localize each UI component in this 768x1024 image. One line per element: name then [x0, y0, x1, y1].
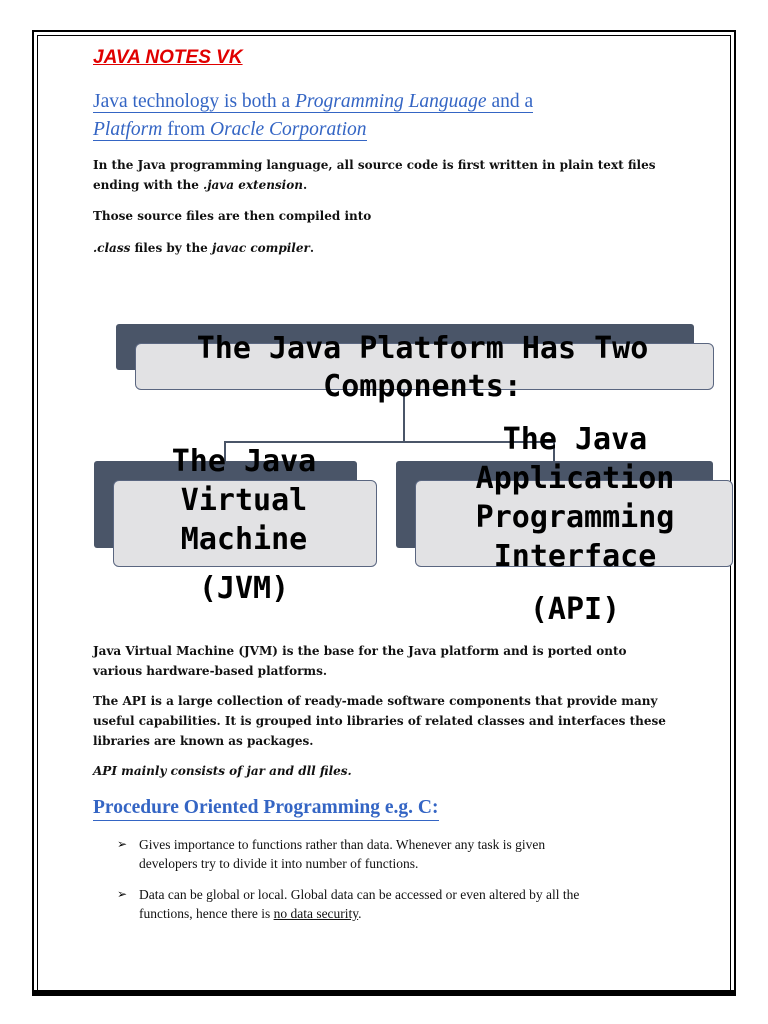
section-heading-procedure-oriented: Procedure Oriented Programming e.g. C:	[93, 796, 439, 821]
paragraph-line: In the Java programming language, all source code is first written in plain text files	[93, 158, 656, 172]
document-title: JAVA NOTES VK	[93, 47, 243, 68]
page-border-bottom	[32, 990, 736, 994]
subtitle-part6: Oracle Corporation	[210, 119, 367, 140]
paragraph-compiled: Those source files are then compiled into	[93, 209, 372, 223]
paragraph-api	[93, 691, 666, 751]
bullet-line: developers try to divide it into number of functions.	[139, 856, 419, 871]
bullet-item	[117, 835, 657, 873]
paragraph-line: The API is a large collection of ready-made software components that provide many	[93, 694, 658, 708]
paragraph-emphasis: javac compiler	[212, 241, 310, 255]
diagram-left-abbr: (JVM)	[198, 571, 290, 606]
paragraph-jvm	[93, 641, 627, 681]
paragraph-line: ending with the	[93, 178, 204, 192]
arrow-bullet-icon: ➢	[117, 837, 128, 851]
diagram-right-abbr: (API)	[529, 592, 621, 627]
subtitle-part4: Platform	[93, 119, 163, 140]
subtitle-part2: Programming Language	[295, 91, 487, 112]
bullet-line: Gives importance to functions rather than data. Whenever any task is given	[139, 837, 546, 852]
paragraph-line: libraries are known as packages.	[93, 734, 314, 748]
bullet-text	[139, 885, 579, 923]
bullet-line: functions, hence there is	[139, 906, 274, 921]
paragraph-line: files by the	[130, 241, 212, 255]
paragraph-line: useful capabilities. It is grouped into libraries of related classes and interfaces these	[93, 714, 666, 728]
subtitle-part1: Java technology is both a	[93, 91, 295, 112]
diagram-right-line: Application	[475, 461, 675, 496]
diagram-top-line: The Java Platform Has Two	[196, 331, 649, 366]
diagram-right-line: The Java	[502, 422, 648, 457]
diagram-left-text	[116, 442, 372, 559]
diagram-left-line: The Java	[171, 444, 317, 479]
diagram-left-line: Virtual	[180, 483, 308, 518]
paragraph-line: various hardware-based platforms.	[93, 664, 328, 678]
diagram-top-line: Components:	[323, 369, 522, 404]
diagram-top-text	[150, 330, 695, 406]
paragraph-api-files: API mainly consists of jar and dll files.	[93, 764, 352, 778]
bullet-line: Data can be global or local. Global data can be accessed or even altered by all the	[139, 887, 580, 902]
arrow-bullet-icon: ➢	[117, 887, 128, 901]
subtitle-part3: and a	[486, 91, 534, 112]
paragraph-line: Java Virtual Machine (JVM) is the base for the Java platform and is ported onto	[93, 644, 627, 658]
bullet-item	[117, 885, 657, 923]
paragraph-class-files	[93, 238, 314, 258]
bullet-underlined: no data security	[273, 906, 359, 921]
document-subtitle	[93, 88, 673, 144]
bullet-text	[139, 835, 545, 873]
diagram-left-line: Machine	[180, 522, 308, 557]
paragraph-emphasis: .class	[93, 241, 131, 255]
bullet-line: .	[358, 906, 362, 921]
subtitle-part5: from	[162, 119, 210, 140]
diagram-right-line: Interface	[493, 539, 657, 574]
diagram-right-line: Programming	[475, 500, 675, 535]
paragraph-source-code	[93, 155, 656, 195]
paragraph-emphasis: .java extension	[203, 178, 303, 192]
paragraph-line: .	[309, 241, 315, 255]
paragraph-line: .	[302, 178, 308, 192]
diagram-right-text	[420, 420, 730, 576]
